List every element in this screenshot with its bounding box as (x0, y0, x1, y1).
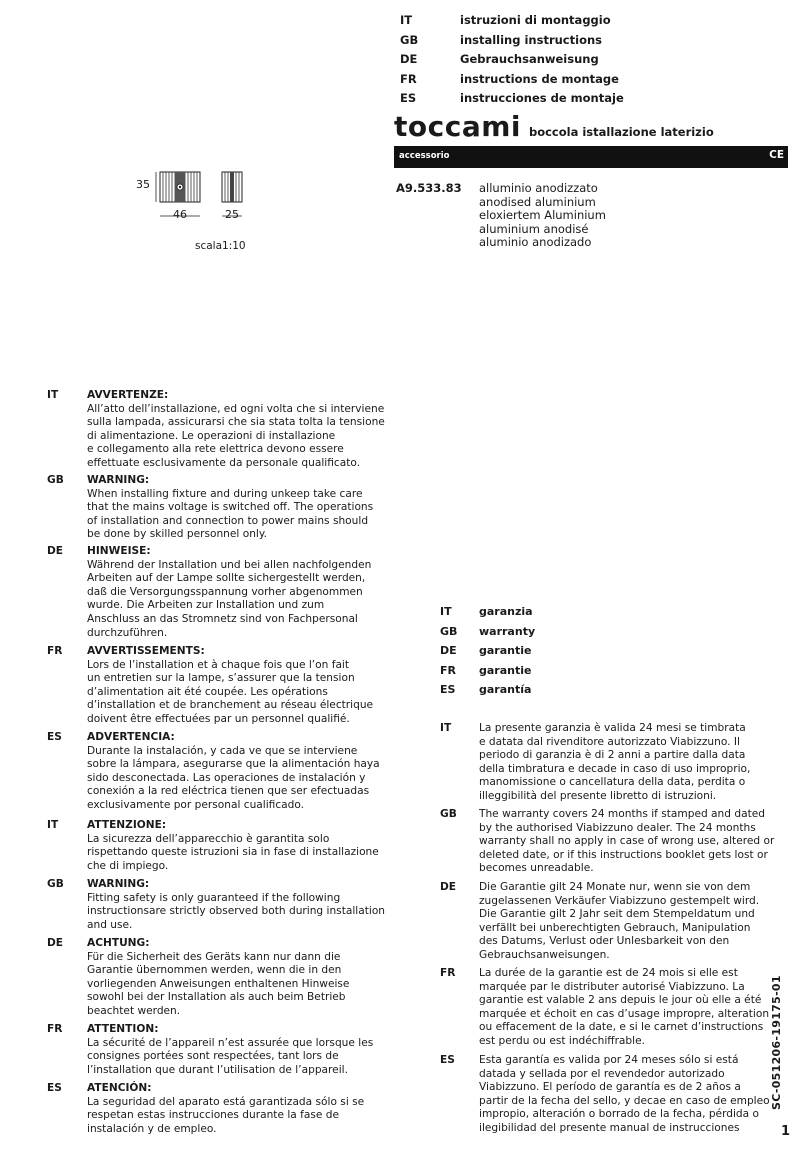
lang-row: FR instructions de montage (400, 71, 619, 86)
lang-row: IT istruzioni di montaggio (400, 13, 611, 27)
lang-row: DE garantie (440, 644, 532, 657)
drawing-scale: scala1:10 (195, 240, 246, 252)
lang-row: IT garanzia (440, 605, 533, 618)
lang-row: ES instrucciones de montaje (400, 91, 624, 105)
dimension-width-side: 25 (225, 208, 239, 221)
side-view-drawing (222, 172, 242, 202)
product-code: A9.533.83 (396, 181, 462, 195)
page-number: 1 (781, 1124, 791, 1139)
material-item: aluminio anodizado (479, 235, 592, 250)
dimension-height: 35 (136, 178, 150, 191)
document-code: SC-051206-19175-01 (770, 975, 783, 1110)
material-item: eloxiertem Aluminium (479, 208, 606, 223)
lang-row: DE Gebrauchsanweisung (400, 52, 599, 66)
dimension-width-front: 46 (173, 208, 187, 221)
brand-subtitle: boccola istallazione laterizio (528, 125, 714, 139)
material-item: anodised aluminium (479, 194, 596, 209)
instructions-language-list (400, 13, 624, 111)
lang-row: ES garantía (440, 683, 532, 696)
category-bar (394, 146, 788, 168)
warranty-language-list (440, 605, 535, 703)
lang-row: FR garantie (440, 663, 532, 677)
lang-row: GB warranty (440, 624, 536, 638)
ce-mark: CE (769, 149, 784, 161)
front-view-drawing (160, 172, 200, 202)
material-item: aluminium anodisé (479, 221, 589, 236)
brand-name: toccami (394, 110, 521, 143)
product-brand (394, 110, 714, 143)
lang-row: GB installing instructions (400, 32, 602, 47)
material-item: alluminio anodizzato (479, 181, 598, 195)
category-label: accessorio (399, 151, 450, 161)
material-list (479, 182, 606, 250)
